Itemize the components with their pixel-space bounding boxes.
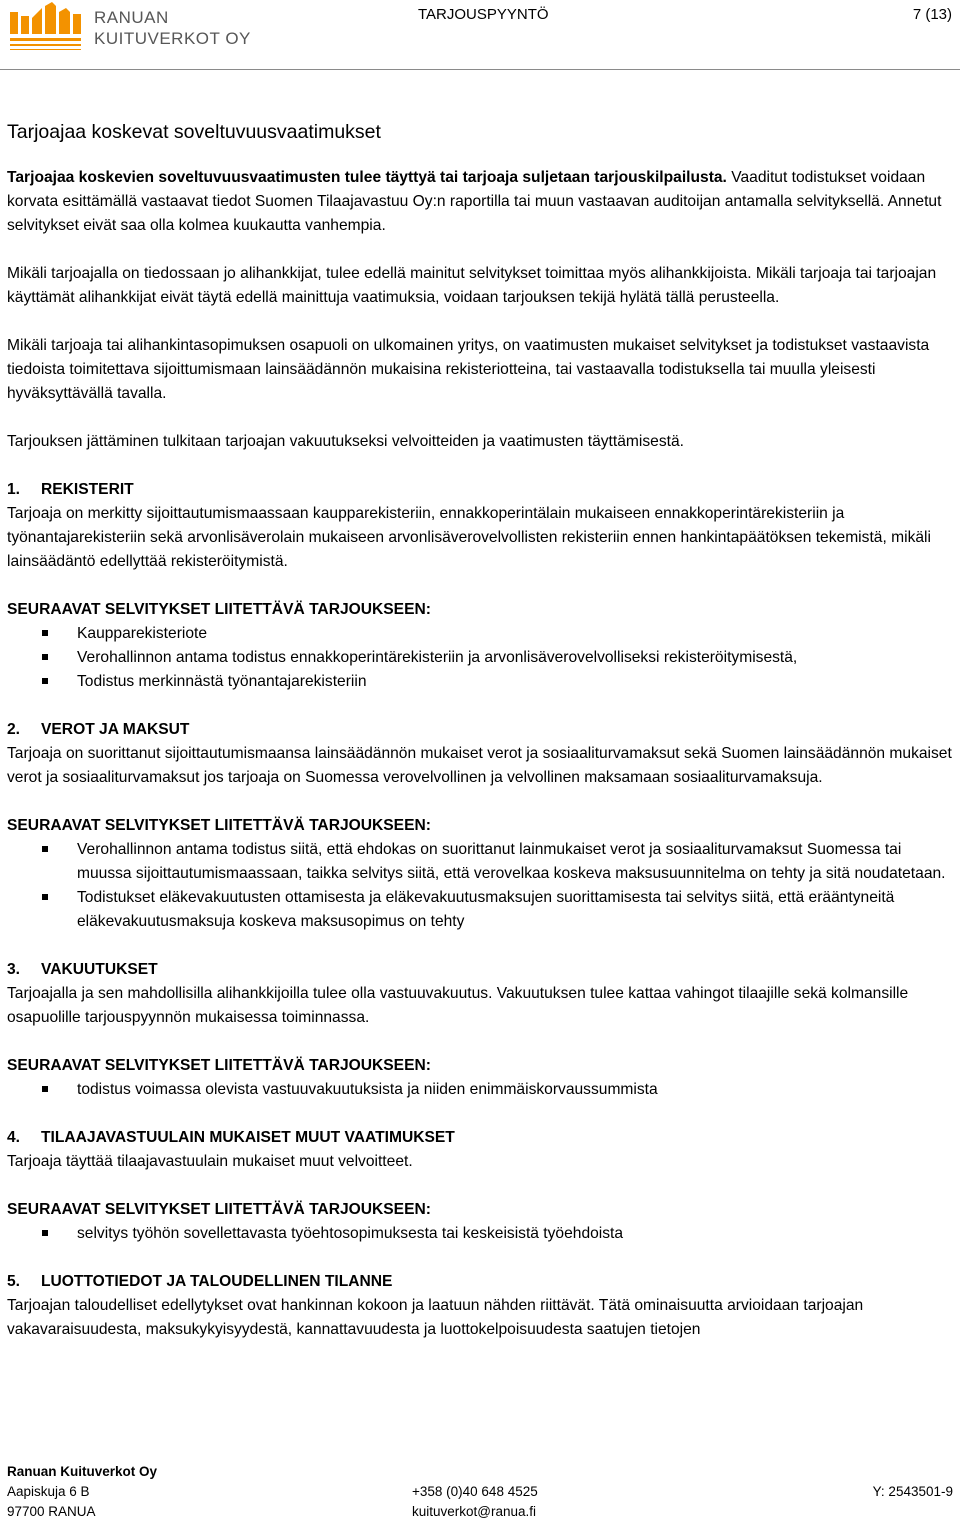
section-text-3: Tarjoajalla ja sen mahdollisilla alihankkijoilla tulee olla vastuuvakuutus. Vakuutuksen tulee kattaa vahingot tilaajille sekä kolmansille osapuolille tarjouspyynnön mukaisessa toiminnassa. [7,985,909,1026]
company-logo [8,2,251,54]
header-divider [0,69,960,70]
logo-text-line2: KUITUVERKOT OY [94,29,251,48]
attachments-heading-4: SEURAAVAT SELVITYKSET LIITETTÄVÄ TARJOUKSEEN: [7,1201,431,1218]
bullet-square-icon [42,1086,48,1092]
section-text-1: Tarjoaja on merkitty sijoittautumismaassaan kaupparekisteriin, ennakkoperintälain mukaiseen ennakkoperintärekisteriin ja työnantajarekisteriin sekä arvonlisäverolain mukaiseen arvonlisäverovelvollisten rekisteriin ennen hankintapäätöksen tekemistä, mikäli lainsäädäntö edellyttää rekisteröitymistä. [7,505,931,570]
list-item: todistus voimassa olevista vastuuvakuutuksista ja niiden enimmäiskorvaussummista [7,1078,953,1102]
bullet-square-icon [42,1230,48,1236]
logo-text-line1: RANUAN [94,8,169,27]
list-item: Todistukset eläkevakuutusten ottamisesta ja eläkevakuutusmaksujen suorittamisesta tai selvitys siitä, että erääntyneitä eläkevakuutusmaksuja koskeva maksusopimus on tehty [7,886,953,934]
section-heading-3: 3. VAKUUTUKSET [7,961,158,978]
footer-contact [412,1482,538,1522]
intro-rest: Vaaditut todistukset voidaan korvata esittämällä vastaavat tiedot Suomen Tilaajavastuu Oy:n raportilla tai muun vastaavan auditoijan antamalla selvityksellä. Annetut selvitykset eivät saa olla kolmea kuukautta vanhempia. [7,169,942,234]
bullet-square-icon [42,894,48,900]
attachment-list-2 [7,838,953,934]
attachment-list-4 [7,1222,953,1246]
page-number: 7 (13) [912,6,952,23]
bullet-square-icon [42,678,48,684]
list-item: Verohallinnon antama todistus siitä, että ehdokas on suorittanut lainmukaiset verot ja sosiaaliturvamaksut Suomessa tai muussa sijoittautumismaassaan, taikka selvitys siitä, että verovelkaa koskeva maksusuunnitelma on tehty ja sitä noudatetaan. [7,838,953,886]
intro-bold-sentence: Tarjoajaa koskevien soveltuvuusvaatimusten tulee täyttyä tai tarjoaja suljetaan tarjouskilpailusta. [7,169,727,186]
footer-street: Aapiskuja 6 B [7,1484,90,1499]
list-item: Kaupparekisteriote [7,622,953,646]
page-header [0,0,960,70]
attachment-list-3 [7,1078,953,1102]
footer-business-id: Y: 2543501-9 [872,1484,953,1499]
section-heading-1: 1. REKISTERIT [7,481,134,498]
bullet-square-icon [42,846,48,852]
list-item: Verohallinnon antama todistus ennakkoperintärekisteriin ja arvonlisäverovelvolliseksi rekisteröitymisestä, [7,646,953,670]
section-text-2: Tarjoaja on suorittanut sijoittautumismaansa lainsäädännön mukaiset verot ja sosiaaliturvamaksut sekä Suomen lainsäädännön mukaiset verot ja sosiaaliturvamaksut jos tarjoaja on Suomessa verovelvollinen ja velvollinen maksamaan sosiaaliturvamaksuja. [7,745,952,786]
page-heading: Tarjoajaa koskevat soveltuvuusvaatimukset [7,121,381,143]
bullet-square-icon [42,630,48,636]
section-heading-4: 4. TILAAJAVASTUULAIN MUKAISET MUUT VAATIMUKSET [7,1129,455,1146]
document-title: TARJOUSPYYNTÖ [418,6,549,23]
paragraph-subcontractors: Mikäli tarjoajalla on tiedossaan jo alihankkijat, tulee edellä mainitut selvitykset toimittaa myös alihankkijoista. Mikäli tarjoaja tai tarjoajan käyttämät alihankkijat eivät täytä edellä mainittuja vaatimuksia, voidaan tarjouksen tekijä hylätä tällä perusteella. [7,265,937,306]
attachment-list-1 [7,622,953,694]
footer-phone: +358 (0)40 648 4525 [412,1484,538,1499]
attachments-heading-3: SEURAAVAT SELVITYKSET LIITETTÄVÄ TARJOUKSEEN: [7,1057,431,1074]
section-heading-5: 5. LUOTTOTIEDOT JA TALOUDELLINEN TILANNE [7,1273,393,1290]
document-body [7,118,953,1342]
paragraph-foreign-company: Mikäli tarjoaja tai alihankintasopimuksen osapuoli on ulkomainen yritys, on vaatimusten mukaiset selvitykset ja todistukset vastaavista tiedoista toimitettava sijoittumismaan lainsäädännön mukaisina rekisteriotteina, tai vastaavalla todistuksella tai muulla yleisesti hyväksyttävällä tavalla. [7,337,930,402]
section-heading-2: 2. VEROT JA MAKSUT [7,721,190,738]
list-item: selvitys työhön sovellettavasta työehtosopimuksesta tai keskeisistä työehdoista [7,1222,953,1246]
attachments-heading-2: SEURAAVAT SELVITYKSET LIITETTÄVÄ TARJOUKSEEN: [7,817,431,834]
footer-company: Ranuan Kuituverkot Oy [7,1464,158,1479]
attachments-heading-1: SEURAAVAT SELVITYKSET LIITETTÄVÄ TARJOUKSEEN: [7,601,431,618]
list-item: Todistus merkinnästä työnantajarekisteriin [7,670,953,694]
bullet-square-icon [42,654,48,660]
intro-paragraph [7,166,953,238]
logo-mark-icon [8,2,88,54]
section-text-4: Tarjoaja täyttää tilaajavastuulain mukaiset muut velvoitteet. [7,1153,413,1170]
paragraph-commitment: Tarjouksen jättäminen tulkitaan tarjoajan vakuutukseksi velvoitteiden ja vaatimusten täyttämisestä. [7,433,684,450]
footer-email[interactable]: kuituverkot@ranua.fi [412,1504,537,1519]
footer-postal: 97700 RANUA [7,1504,96,1519]
section-text-5: Tarjoajan taloudelliset edellytykset ovat hankinnan kokoon ja laatuun nähden riittävät. Tätä ominaisuutta arvioidaan tarjoajan vakavaraisuudesta, maksukykyisyydestä, kannattavuudesta ja luottokelpoisuudesta saatujen tietojen [7,1297,864,1338]
footer-address [7,1462,157,1522]
